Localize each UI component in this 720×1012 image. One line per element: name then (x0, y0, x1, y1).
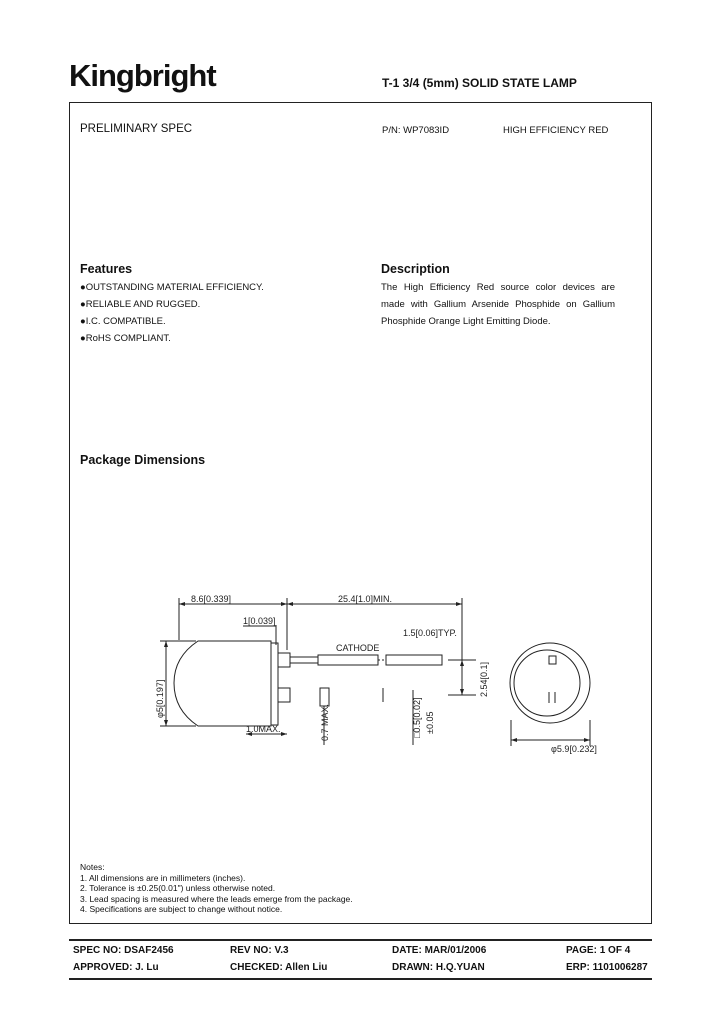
label-lead-width: □0.5[0.02] (412, 697, 422, 738)
spec-status: PRELIMINARY SPEC (80, 123, 193, 135)
note-item: 3. Lead spacing is measured where the leads emerge from the package. (80, 893, 353, 904)
label-flange: 1[0.039] (243, 616, 276, 626)
feature-item: ●I.C. COMPATIBLE. (80, 316, 166, 327)
label-cathode: CATHODE (336, 643, 380, 653)
footer-date: DATE: MAR/01/2006 (392, 945, 487, 956)
label-body-diameter: φ5[0.197] (155, 679, 165, 718)
end-view-cathode-mark (549, 656, 556, 664)
label-lead-spacing-typ: 1.5[0.06]TYP. (403, 628, 457, 638)
brand-logo: Kingbright (69, 58, 216, 93)
label-lead-tolerance: ±0.05 (425, 711, 435, 734)
lead-anode (386, 655, 442, 665)
led-body (174, 641, 271, 726)
note-item: 2. Tolerance is ±0.25(0.01") unless otherwise noted. (80, 883, 276, 893)
end-view-inner (514, 650, 580, 716)
note-item: 1. All dimensions are in millimeters (inches). (80, 872, 246, 883)
note-item: 4. Specifications are subject to change without notice. (80, 904, 283, 914)
lead-stub-upper (278, 653, 290, 667)
label-outer-diameter: φ5.9[0.232] (551, 744, 597, 754)
footer-page: PAGE: 1 OF 4 (566, 945, 631, 956)
end-view-outer (510, 643, 590, 723)
features-heading: Features (80, 262, 133, 276)
footer-rev-no: REV NO: V.3 (230, 945, 289, 956)
emitting-color: HIGH EFFICIENCY RED (503, 125, 609, 136)
label-lead-length: 25.4[1.0]MIN. (338, 594, 393, 604)
feature-item: ●RELIABLE AND RUGGED. (80, 299, 201, 310)
lead-cathode (318, 655, 378, 665)
label-lead-pitch: 2.54[0.1] (479, 661, 489, 697)
description-heading: Description (381, 262, 450, 276)
lead-stub-lower (278, 688, 290, 702)
footer-divider-bottom (69, 978, 652, 980)
footer-divider-top (69, 939, 652, 941)
lead-section (320, 688, 329, 706)
description-line: The High Efficiency Red source color devices are (381, 282, 615, 293)
label-flange-max: 1.0MAX. (246, 724, 281, 734)
label-body-length: 8.6[0.339] (191, 594, 232, 604)
footer-spec-no: SPEC NO: DSAF2456 (73, 945, 174, 956)
footer-drawn: DRAWN: H.Q.YUAN (392, 962, 485, 973)
part-number: P/N: WP7083ID (382, 125, 450, 136)
document-title: T-1 3/4 (5mm) SOLID STATE LAMP (382, 76, 577, 90)
footer-approved: APPROVED: J. Lu (73, 962, 159, 973)
led-flange (271, 643, 278, 725)
feature-item: ●RoHS COMPLIANT. (80, 333, 171, 344)
footer-checked: CHECKED: Allen Liu (230, 962, 328, 973)
notes-title: Notes: (80, 862, 105, 872)
label-height-max: 0.7 MAX. (320, 703, 330, 741)
description-line: made with Gallium Arsenide Phosphide on Gallium (381, 299, 615, 310)
notes-block (80, 862, 353, 915)
feature-item: ●OUTSTANDING MATERIAL EFFICIENCY. (80, 282, 264, 293)
package-dimensions-heading: Package Dimensions (80, 453, 206, 467)
description-line: Phosphide Orange Light Emitting Diode. (381, 316, 551, 327)
footer-erp: ERP: 1101006287 (566, 962, 648, 973)
